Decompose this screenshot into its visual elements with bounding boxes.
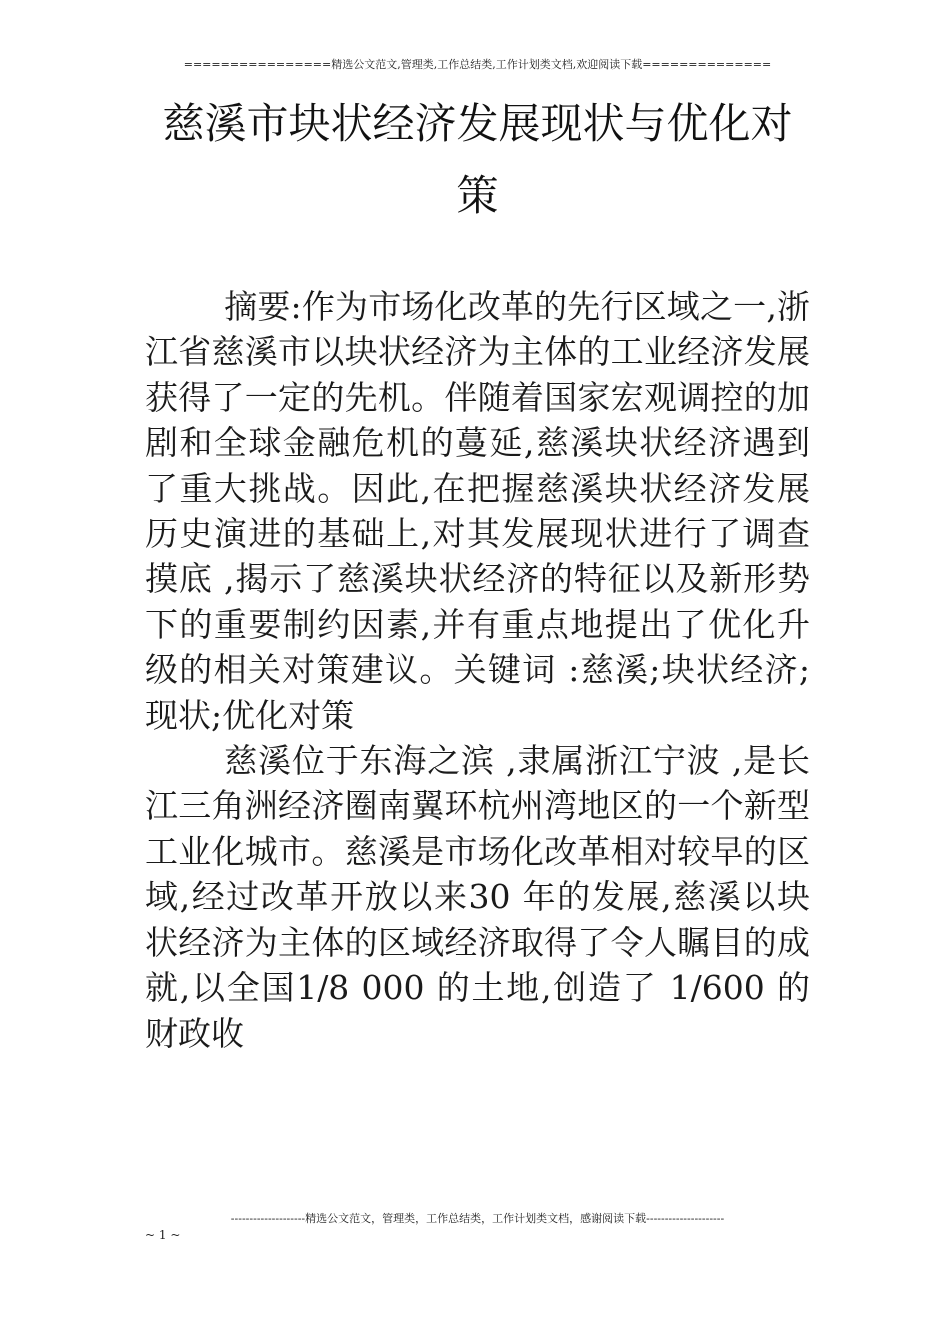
abstract-paragraph: 摘要:作为市场化改革的先行区域之一,浙江省慈溪市以块状经济为主体的工业经济发展获得了一定的先机。伴随着国家宏观调控的加剧和全球金融危机的蔓延,慈溪块状经济遇到了重大挑战。因此,在把握慈溪块状经济发展历史演进的基础上,对其发展现状进行了调查摸底 ,揭示了慈溪块状经济的特征以及新形势下的重要制约因素,并有重点地提出了优化升级的相关对策建议。关键词 :慈溪;块状经济;现状;优化对策 bbox=[145, 287, 810, 735]
intro-paragraph: 慈溪位于东海之滨 ,隶属浙江宁波 ,是长江三角洲经济圈南翼环杭州湾地区的一个新型工业化城市。慈溪是市场化改革相对较早的区域,经过改革开放以来30 年的发展,慈溪以块状经济为主体的区域经济取得了令人瞩目的成就,以全国1/8 000 的土地,创造了 1/600 的财政收 bbox=[145, 741, 810, 1053]
document-title: 慈溪市块状经济发展现状与优化对策 bbox=[162, 99, 793, 220]
page-number: ~ 1 ~ bbox=[145, 1228, 181, 1242]
document-body bbox=[145, 284, 810, 1056]
footer-banner: --------------------精选公文范文，管理类，工作总结类，工作计划类文档，感谢阅读下载--------------------- bbox=[230, 1212, 725, 1225]
header-banner: ================精选公文范文,管理类,工作总结类,工作计划类文档,欢迎阅读下载============== bbox=[183, 58, 772, 71]
